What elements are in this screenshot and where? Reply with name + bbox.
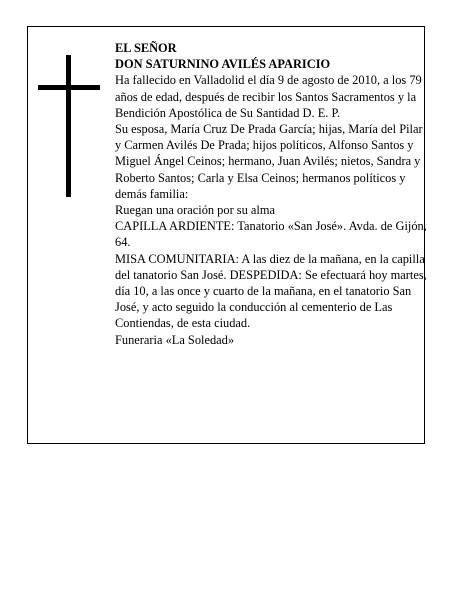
prayer-request: Ruegan una oración por su alma — [115, 203, 275, 218]
mass-and-farewell: MISA COMUNITARIA: A las diez de la mañana, en la capilla del tanatorio San José. DESPEDIDA: Se efectuará hoy martes, día 10, a las once y cuarto de la mañana, en el tanatorio San José, y acto seguido la conducción al cementerio de Las Contiendas, de esta ciudad. — [115, 251, 427, 331]
funeral-home: Funeraria «La Soledad» — [115, 332, 235, 347]
chapel-info: CAPILLA ARDIENTE: Tanatorio «San José». Avda. de Gijón, 64. — [115, 219, 427, 250]
family-list: Su esposa, María Cruz De Prada García; hijas, María del Pilar y Carmen Avilés De Prada; hijos políticos, Alfonso Santos y Miguel Ángel Ceinos; hermano, Juan Avilés; nietos, Sandra y Roberto Santos; Carla y Elsa Ceinos; hermanos políticos y demás familia: — [115, 122, 423, 201]
cross-icon — [38, 55, 100, 197]
obituary-notice — [27, 26, 425, 444]
cross-horizontal-bar — [38, 85, 100, 90]
death-notice: Ha fallecido en Valladolid el día 9 de agosto de 2010, a los 79 años de edad, después de recibir los Santos Sacramentos y la Bendición Apostólica de Su Santidad D. E. P. — [115, 73, 422, 120]
obituary-text — [115, 40, 427, 348]
heading-title: EL SEÑOR — [115, 41, 177, 55]
deceased-name: DON SATURNINO AVILÉS APARICIO — [115, 57, 331, 72]
cross-vertical-bar — [66, 55, 71, 197]
